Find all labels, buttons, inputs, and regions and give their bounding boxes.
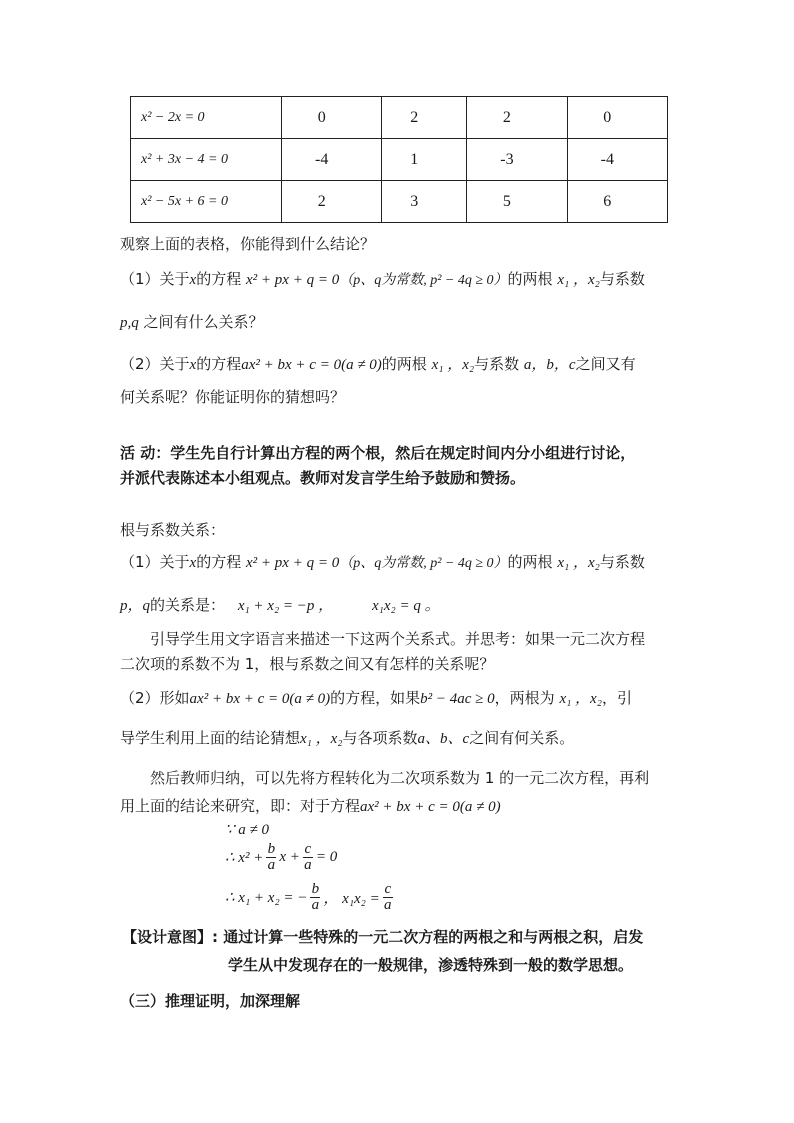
table-cell: -3 bbox=[467, 139, 567, 181]
roots-table bbox=[130, 96, 668, 223]
fraction-c-over-a: c a bbox=[384, 881, 392, 913]
relation-title: 根与系数关系： bbox=[120, 521, 226, 539]
table-cell: 2 bbox=[282, 181, 382, 223]
design-intent-line-2: 学生从中发现存在的一般规律，渗透特殊到一般的数学思想。 bbox=[228, 956, 634, 974]
design-intent-line-1: 【设计意图】: 通过计算一些特殊的一元二次方程的两根之和与两根之积，启发 bbox=[122, 928, 644, 946]
table-row bbox=[131, 181, 668, 223]
question-2-line-1: （2）关于x的方程ax² + bx + c = 0(a ≠ 0)的两根 x₁ ，x₂与系数 a，b，c之间又有 bbox=[120, 355, 636, 373]
question-2-line-2: 何关系呢？你能证明你的猜想吗？ bbox=[120, 388, 346, 406]
teacher-line-2: 用上面的结论来研究，即：对于方程ax² + bx + c = 0(a ≠ 0) bbox=[120, 797, 501, 815]
fraction-c-over-a: c a bbox=[304, 841, 312, 873]
table-cell: 2 bbox=[467, 97, 567, 139]
table-equation: x² − 5x + 6 = 0 bbox=[131, 181, 282, 223]
guide-line-2: 二次项的系数不为 1，根与系数之间又有怎样的关系呢？ bbox=[120, 655, 495, 673]
relation-2-line-2: 导学生利用上面的结论猜想x₁ ，x₂与各项系数a、b、c之间有何关系。 bbox=[120, 729, 575, 747]
activity-line-2: 并派代表陈述本小组观点。教师对发言学生给予鼓励和赞扬。 bbox=[120, 469, 526, 487]
derivation-step-1: ∵ a ≠ 0 bbox=[225, 822, 270, 838]
table-cell: 6 bbox=[567, 181, 667, 223]
table-cell: 2 bbox=[382, 97, 467, 139]
table-cell: 5 bbox=[467, 181, 567, 223]
table-cell: -4 bbox=[282, 139, 382, 181]
activity-line-1: 活 动：学生先自行计算出方程的两个根，然后在规定时间内分小组进行讨论， bbox=[120, 444, 636, 462]
question-1-line-2: p,q 之间有什么关系？ bbox=[120, 313, 264, 331]
relation-1-line-1: （1）关于x的方程 x² + px + q = 0（p、q为常数, p² − 4q ≥ 0）的两根 x₁ ，x₂与系数 bbox=[120, 553, 645, 571]
table-cell: 0 bbox=[567, 97, 667, 139]
guide-line-1: 引导学生用文字语言来描述一下这两个关系式。并思考：如果一元二次方程 bbox=[150, 630, 646, 648]
question-1-line-1: （1）关于x的方程 x² + px + q = 0（p、q为常数, p² − 4q ≥ 0）的两根 x₁ ，x₂与系数 bbox=[120, 270, 645, 288]
design-intent-label: 【设计意图】 bbox=[122, 928, 213, 946]
derivation-step-2: ∴ x² + b a x + c a = 0 bbox=[225, 841, 338, 873]
relation-2-line-1: （2）形如ax² + bx + c = 0(a ≠ 0)的方程，如果b² − 4ac ≥ 0，两根为 x₁ ，x₂，引 bbox=[120, 689, 632, 707]
table-equation: x² − 2x = 0 bbox=[131, 97, 282, 139]
table-equation: x² + 3x − 4 = 0 bbox=[131, 139, 282, 181]
fraction-b-over-a: b a bbox=[311, 881, 320, 913]
table-row bbox=[131, 97, 668, 139]
section-heading: （三）推理证明，加深理解 bbox=[120, 992, 301, 1010]
relation-1-line-2: p，q的关系是： x₁ + x₂ = −p ， x₁x₂ = q 。 bbox=[120, 596, 440, 614]
table-cell: 3 bbox=[382, 181, 467, 223]
table-row bbox=[131, 139, 668, 181]
observe-question: 观察上面的表格，你能得到什么结论？ bbox=[120, 235, 376, 253]
table-cell: -4 bbox=[567, 139, 667, 181]
derivation-step-3: ∴ x₁ + x₂ = − b a ， x₁x₂ = c a bbox=[225, 881, 392, 913]
table-cell: 1 bbox=[382, 139, 467, 181]
table-cell: 0 bbox=[282, 97, 382, 139]
teacher-line-1: 然后教师归纳，可以先将方程转化为二次项系数为 1 的一元二次方程，再利 bbox=[150, 769, 650, 787]
fraction-b-over-a: b a bbox=[267, 841, 276, 873]
